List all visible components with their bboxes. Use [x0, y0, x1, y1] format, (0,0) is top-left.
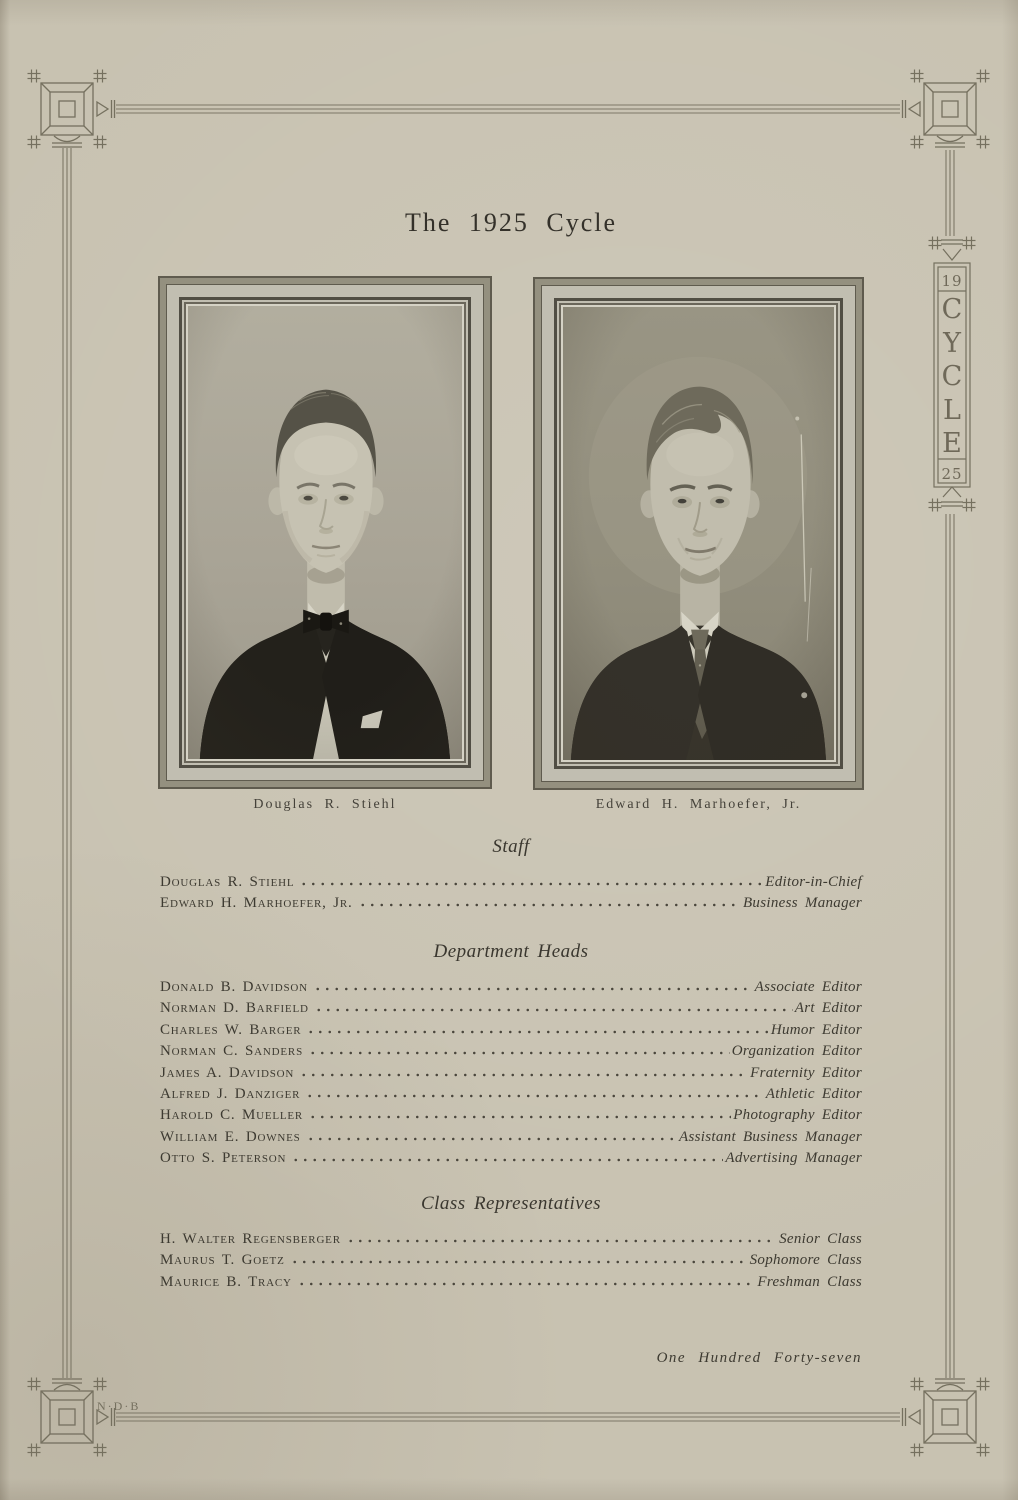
- spine-letter: C: [941, 361, 963, 392]
- person-name: Maurice B. Tracy: [160, 1273, 292, 1290]
- person-name: Charles W. Barger: [160, 1021, 302, 1038]
- person-name: Norman D. Barfield: [160, 1000, 309, 1017]
- roster-row: [160, 1063, 862, 1084]
- roster-row: [160, 977, 862, 998]
- artist-initials: N·D·B: [97, 1399, 141, 1413]
- person-name: Maurus T. Goetz: [160, 1252, 285, 1269]
- person-role: Humor Editor: [770, 1021, 862, 1038]
- corner-ornament-top-right: [903, 70, 990, 149]
- dot-leader: [306, 1051, 730, 1055]
- photo-caption-marhoefer: Edward H. Marhoefer, Jr.: [595, 797, 802, 812]
- person-role: Editor-in-Chief: [765, 874, 862, 890]
- person-name: Donald B. Davidson: [160, 979, 308, 995]
- roster-row: [160, 872, 862, 893]
- section-class-representatives: [160, 1193, 862, 1293]
- spine-year-bottom: 25: [941, 465, 963, 483]
- portrait-photo-stiehl: [188, 306, 462, 759]
- roster-row: [160, 1105, 862, 1126]
- photo-mat: [541, 285, 856, 782]
- dot-leader: [306, 1115, 731, 1119]
- dot-leader: [295, 1282, 756, 1286]
- roster-row: [160, 893, 862, 914]
- dot-leader: [311, 987, 753, 991]
- roster-row: [160, 1229, 862, 1250]
- photo-inner-line: [184, 302, 466, 763]
- dot-leader: [303, 1094, 764, 1098]
- page-title: The 1925 Cycle: [404, 208, 618, 237]
- roster-row: [160, 1041, 862, 1062]
- dot-leader: [297, 1073, 748, 1077]
- dot-leader: [289, 1158, 723, 1162]
- roster-row: [160, 1148, 862, 1169]
- person-role: Business Manager: [742, 895, 862, 912]
- person-role: Sophomore Class: [749, 1252, 862, 1269]
- photo-caption-stiehl: Douglas R. Stiehl: [253, 797, 397, 812]
- roster-row: [160, 1020, 862, 1041]
- person-name: Douglas R. Stiehl: [160, 874, 295, 890]
- spine-cartouche: [929, 237, 976, 512]
- photo-frame-stiehl: [158, 276, 492, 789]
- section-heading: Class Representatives: [420, 1193, 602, 1214]
- roster-row: [160, 1127, 862, 1148]
- photo-frame-marhoefer: [533, 277, 864, 790]
- person-name: Otto S. Peterson: [160, 1150, 287, 1167]
- person-name: Edward H. Marhoefer, Jr.: [160, 895, 353, 912]
- spine-letter: Y: [943, 328, 961, 359]
- person-name: James A. Davidson: [160, 1064, 295, 1081]
- spine-letter: C: [941, 294, 963, 325]
- dot-leader: [297, 882, 763, 886]
- spine-letter: L: [943, 395, 961, 426]
- roster-row: [160, 1084, 862, 1105]
- person-role: Advertising Manager: [725, 1150, 862, 1167]
- page-folio: One Hundred Forty-seven: [656, 1350, 862, 1366]
- section-department-heads: [160, 941, 862, 1170]
- roster-row: [160, 1250, 862, 1271]
- corner-ornament-bottom-left: [28, 1378, 115, 1457]
- photo-inner-line: [559, 303, 838, 764]
- person-role: Senior Class: [779, 1231, 862, 1247]
- corner-ornament-bottom-right: [903, 1378, 990, 1457]
- person-name: H. Walter Regensberger: [160, 1231, 341, 1247]
- photo-inner-frame: [179, 297, 471, 768]
- section-heading: Department Heads: [433, 941, 589, 962]
- person-role: Assistant Business Manager: [679, 1128, 862, 1145]
- dot-leader: [288, 1260, 748, 1264]
- section-heading: Staff: [492, 836, 530, 857]
- person-name: Harold C. Mueller: [160, 1107, 304, 1124]
- person-role: Organization Editor: [731, 1043, 862, 1060]
- portrait-photo-marhoefer: [563, 307, 834, 760]
- person-name: Norman C. Sanders: [160, 1043, 303, 1060]
- spine-letter: E: [942, 428, 962, 459]
- person-name: William E. Downes: [160, 1128, 301, 1145]
- person-role: Photography Editor: [733, 1107, 862, 1124]
- person-role: Athletic Editor: [765, 1086, 862, 1103]
- roster-row: [160, 998, 862, 1019]
- dot-leader: [304, 1030, 768, 1034]
- dot-leader: [356, 903, 741, 907]
- dot-leader: [312, 1008, 793, 1012]
- person-name: Alfred J. Danziger: [160, 1086, 301, 1103]
- person-role: Freshman Class: [757, 1273, 862, 1290]
- spine-year-top: 19: [941, 272, 963, 290]
- photo-mat: [166, 284, 484, 781]
- photo-inner-frame: [554, 298, 843, 769]
- section-staff: [160, 836, 862, 915]
- roster-row: [160, 1272, 862, 1293]
- dot-leader: [344, 1239, 777, 1243]
- person-role: Art Editor: [794, 1000, 862, 1017]
- corner-ornament-top-left: [28, 70, 115, 149]
- dot-leader: [304, 1137, 677, 1141]
- person-role: Fraternity Editor: [750, 1064, 862, 1081]
- person-role: Associate Editor: [754, 979, 862, 995]
